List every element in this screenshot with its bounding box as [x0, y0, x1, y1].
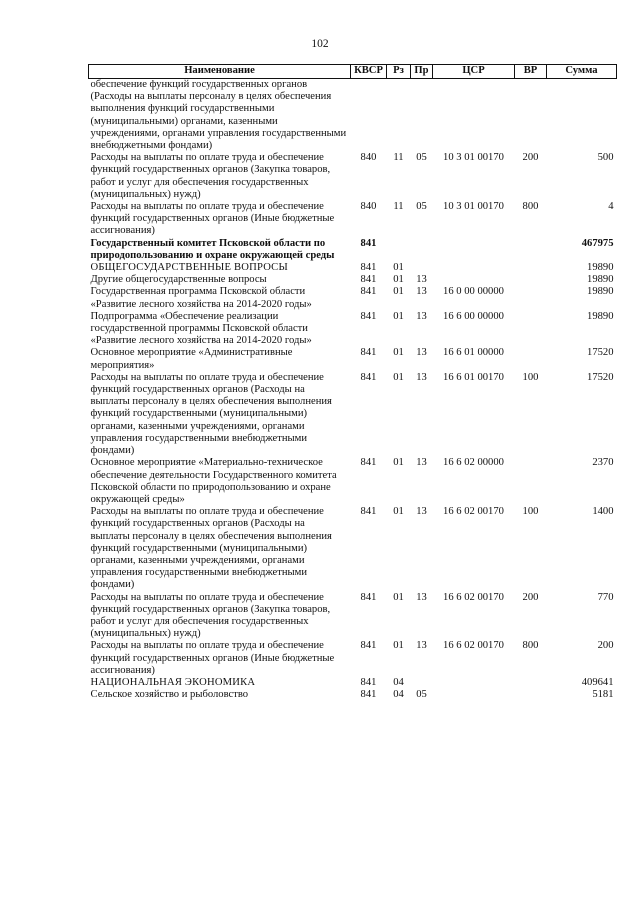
cell-name: Сельское хозяйство и рыболовство — [90, 689, 249, 701]
cell-kvsr: 841 — [360, 640, 377, 652]
cell-kvsr — [351, 79, 387, 153]
cell-sum: 19890 — [587, 274, 614, 286]
cell-name: Основное мероприятие «Материально-техническое обеспечение деятельности Государственного комитета Псковской области по природопользованию и охране окружающей среды» — [90, 457, 337, 505]
cell-pr: 13 — [416, 371, 427, 383]
cell-vr: 800 — [522, 640, 539, 652]
cell-vr — [515, 286, 547, 310]
cell-csr: 16 6 02 00000 — [443, 457, 504, 469]
cell-name: Расходы на выплаты по оплате труда и обеспечение функций государственных органов (Иные бюджетные ассигнования) — [90, 640, 335, 676]
cell-rz: 01 — [393, 310, 404, 322]
header-pr: Пр — [411, 65, 433, 79]
cell-name: Расходы на выплаты по оплате труда и обеспечение функций государственных органов (Расходы на выплаты персоналу в целях обеспечения выполнения функций государственными (муниципальными) органами, казенными учреждениями, органами управления государственными внебюджетными фондами) — [90, 506, 332, 591]
cell-pr: 05 — [416, 201, 427, 213]
table-row — [89, 201, 617, 238]
cell-rz: 01 — [393, 457, 404, 469]
cell-rz: 01 — [393, 371, 404, 383]
cell-vr: 100 — [522, 506, 539, 518]
table-header-row — [89, 65, 617, 79]
cell-kvsr: 841 — [360, 689, 377, 701]
cell-sum — [547, 79, 617, 153]
cell-csr: 16 6 02 00170 — [443, 591, 504, 603]
cell-name: Расходы на выплаты по оплате труда и обеспечение функций государственных органов (Закупка товаров, работ и услуг для обеспечения государственных (муниципальных) нужд) — [90, 591, 331, 640]
cell-sum: 4 — [608, 201, 614, 213]
cell-vr — [515, 347, 547, 371]
cell-name: Подпрограмма «Обеспечение реализации государственной программы Псковской области «Развитие лесного хозяйства на 2014-2020 годы» — [90, 310, 312, 347]
cell-csr: 16 0 00 00000 — [443, 286, 504, 298]
cell-csr: 16 6 01 00170 — [443, 371, 504, 383]
table-row — [89, 457, 617, 506]
header-rz: Рз — [387, 65, 411, 79]
cell-rz — [387, 238, 411, 262]
table-row — [89, 372, 617, 457]
cell-sum: 467975 — [581, 237, 614, 249]
cell-rz: 11 — [393, 152, 404, 164]
page-number: 102 — [311, 38, 329, 50]
header-kvsr: КВСР — [351, 65, 387, 79]
cell-vr — [515, 457, 547, 506]
cell-pr: 05 — [416, 689, 427, 701]
cell-pr — [411, 238, 433, 262]
table-row — [89, 262, 617, 274]
cell-sum: 409641 — [581, 676, 614, 688]
cell-rz: 11 — [393, 201, 404, 213]
cell-sum: 17520 — [587, 371, 614, 383]
cell-name: Государственный комитет Псковской области по природопользованию и охране окружающей среды — [90, 237, 335, 261]
cell-name: обеспечение функций государственных органов (Расходы на выплаты персоналу в целях обеспечения выполнения функций государственными (муниципальными) органами, казенными учреждениями, органами управления государственными внебюджетными фондами) — [90, 79, 347, 152]
cell-sum: 1400 — [592, 506, 614, 518]
table-row — [89, 286, 617, 310]
cell-vr — [515, 311, 547, 348]
table-row — [89, 677, 617, 689]
cell-csr: 10 3 01 00170 — [443, 201, 504, 213]
cell-csr: 16 6 02 00170 — [443, 640, 504, 652]
cell-vr: 200 — [522, 591, 539, 603]
cell-name: ОБЩЕГОСУДАРСТВЕННЫЕ ВОПРОСЫ — [90, 262, 288, 274]
cell-kvsr: 841 — [360, 506, 377, 518]
table-row — [89, 274, 617, 286]
table-row — [89, 592, 617, 641]
cell-csr — [433, 274, 515, 286]
cell-pr: 13 — [416, 274, 427, 286]
cell-rz: 01 — [393, 286, 404, 298]
cell-name: Другие общегосударственные вопросы — [90, 274, 267, 286]
cell-csr — [433, 677, 515, 689]
cell-csr — [433, 689, 515, 701]
cell-vr: 200 — [522, 152, 539, 164]
table-row — [89, 347, 617, 371]
cell-pr: 13 — [416, 286, 427, 298]
cell-pr: 05 — [416, 152, 427, 164]
cell-rz: 01 — [393, 262, 404, 274]
cell-csr — [433, 262, 515, 274]
cell-vr: 800 — [522, 201, 539, 213]
cell-kvsr: 841 — [360, 457, 377, 469]
cell-rz — [387, 79, 411, 153]
table-row — [89, 152, 617, 201]
cell-kvsr: 840 — [360, 201, 377, 213]
cell-rz: 01 — [393, 640, 404, 652]
cell-name: Расходы на выплаты по оплате труда и обеспечение функций государственных органов (Закупка товаров, работ и услуг для обеспечения государственных (муниципальных) нужд) — [90, 152, 331, 200]
cell-pr: 13 — [416, 591, 427, 603]
cell-pr: 13 — [416, 506, 427, 518]
cell-vr: 100 — [522, 371, 539, 383]
cell-kvsr: 841 — [360, 274, 377, 286]
cell-kvsr: 840 — [360, 152, 377, 164]
cell-sum: 2370 — [592, 457, 614, 469]
cell-vr — [515, 79, 547, 153]
cell-csr: 10 3 01 00170 — [443, 152, 504, 164]
cell-sum: 17520 — [587, 347, 614, 359]
cell-rz: 04 — [393, 676, 404, 688]
cell-vr — [515, 677, 547, 689]
cell-pr: 13 — [416, 347, 427, 359]
cell-rz: 01 — [393, 591, 404, 603]
cell-kvsr: 841 — [360, 262, 377, 274]
cell-kvsr: 841 — [360, 676, 377, 688]
cell-csr: 16 6 02 00170 — [443, 506, 504, 518]
table-row — [89, 506, 617, 591]
cell-pr: 13 — [416, 640, 427, 652]
table-row — [89, 689, 617, 701]
table-row — [89, 640, 617, 677]
cell-name: Основное мероприятие «Административные мероприятия» — [90, 347, 293, 371]
cell-pr: 13 — [416, 457, 427, 469]
cell-name: Расходы на выплаты по оплате труда и обеспечение функций государственных органов (Иные бюджетные ассигнования) — [90, 201, 335, 237]
cell-rz: 01 — [393, 506, 404, 518]
cell-rz: 04 — [393, 689, 404, 701]
cell-pr — [411, 262, 433, 274]
cell-sum: 19890 — [587, 310, 614, 322]
cell-name: Государственная программа Псковской области «Развитие лесного хозяйства на 2014-2020 годы» — [90, 286, 312, 310]
cell-csr — [433, 238, 515, 262]
cell-vr — [515, 238, 547, 262]
cell-kvsr: 841 — [360, 371, 377, 383]
cell-csr: 16 6 01 00000 — [443, 347, 504, 359]
cell-name: Расходы на выплаты по оплате труда и обеспечение функций государственных органов (Расходы на выплаты персоналу в целях обеспечения выполнения функций государственными (муниципальными) органами, казенными учреждениями, органами управления государственными внебюджетными фондами) — [90, 371, 332, 457]
cell-sum: 19890 — [587, 262, 614, 274]
cell-vr — [515, 689, 547, 701]
cell-sum: 5181 — [592, 689, 614, 701]
cell-sum: 500 — [597, 152, 614, 164]
cell-kvsr: 841 — [360, 347, 377, 359]
cell-kvsr: 841 — [360, 310, 377, 322]
cell-pr: 13 — [416, 310, 427, 322]
budget-table — [88, 64, 617, 701]
cell-csr: 16 6 00 00000 — [443, 310, 504, 322]
table-row — [89, 79, 617, 153]
cell-vr — [515, 274, 547, 286]
header-csr: ЦСР — [433, 65, 515, 79]
cell-pr — [411, 79, 433, 153]
cell-kvsr: 841 — [360, 237, 377, 249]
table-row-section — [89, 238, 617, 262]
cell-name: НАЦИОНАЛЬНАЯ ЭКОНОМИКА — [90, 676, 256, 688]
header-name: Наименование — [89, 65, 351, 79]
cell-sum: 770 — [597, 591, 614, 603]
cell-rz: 01 — [393, 274, 404, 286]
cell-kvsr: 841 — [360, 286, 377, 298]
cell-pr — [411, 677, 433, 689]
header-sum: Сумма — [547, 65, 617, 79]
cell-sum: 200 — [597, 640, 614, 652]
cell-sum: 19890 — [587, 286, 614, 298]
cell-kvsr: 841 — [360, 591, 377, 603]
header-vr: ВР — [515, 65, 547, 79]
cell-csr — [433, 79, 515, 153]
table-row — [89, 311, 617, 348]
cell-rz: 01 — [393, 347, 404, 359]
cell-vr — [515, 262, 547, 274]
